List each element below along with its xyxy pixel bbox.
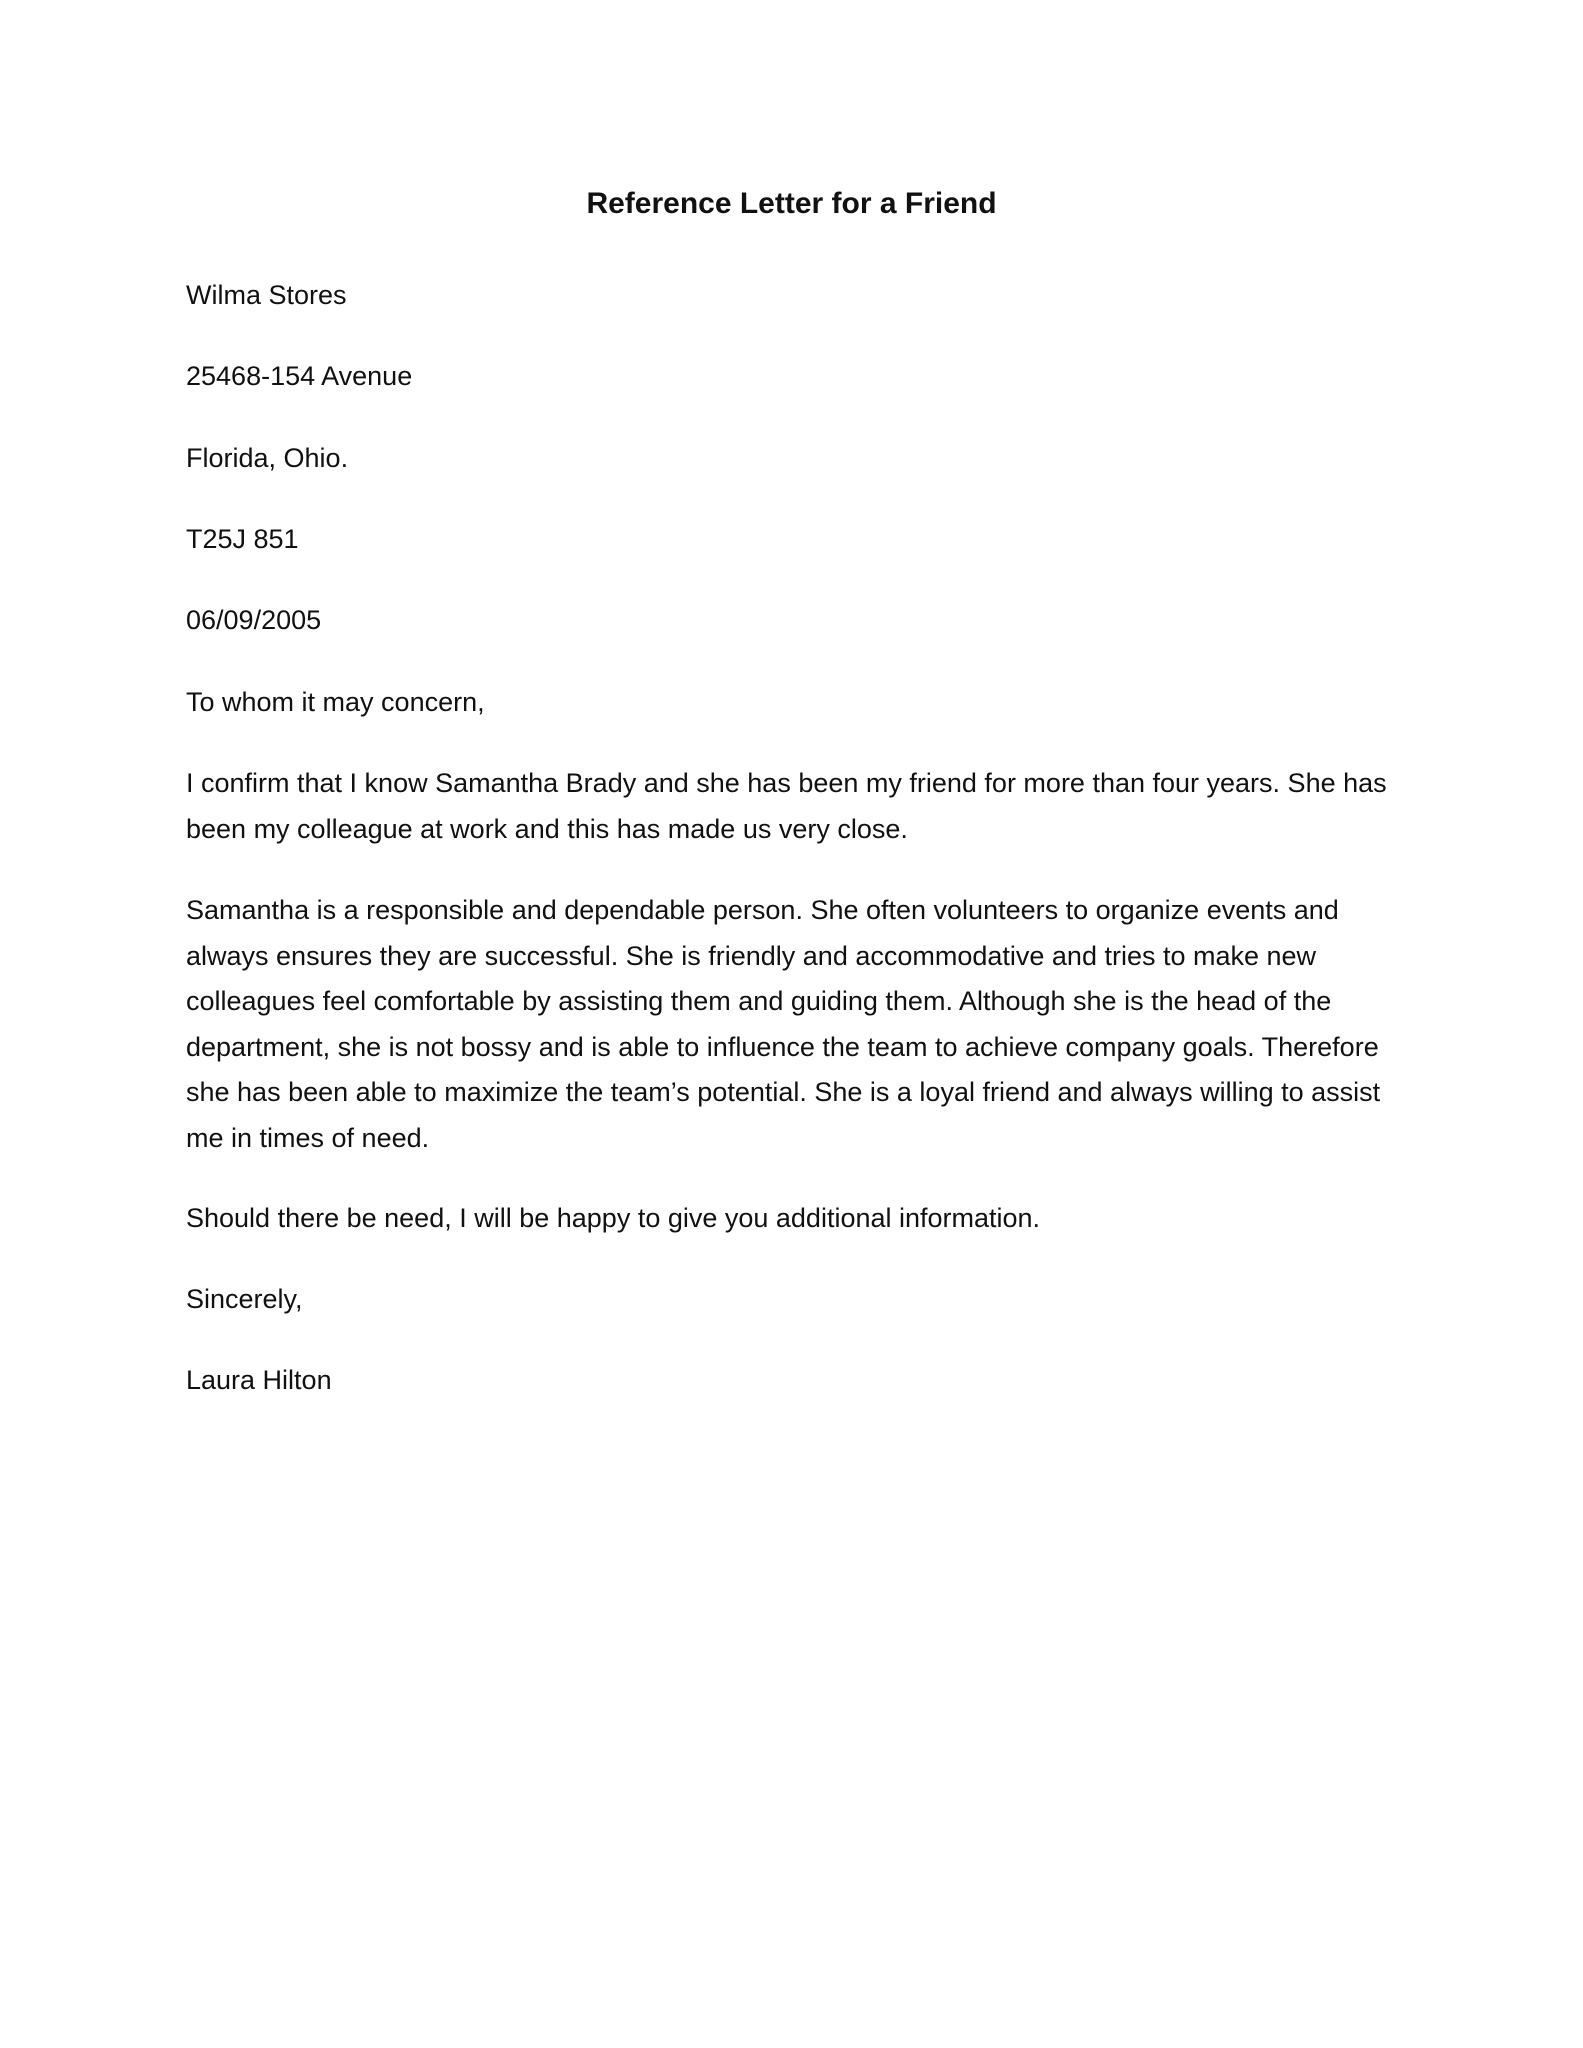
signature-name: Laura Hilton <box>186 1365 332 1395</box>
salutation: To whom it may concern, <box>186 687 485 717</box>
paragraph-line: I confirm that I know Samantha Brady and she has been my friend for more than four years. She has <box>186 768 1387 798</box>
paragraph-character <box>186 888 1416 1161</box>
postal-code: T25J 851 <box>186 524 299 554</box>
paragraph-line: she has been able to maximize the team’s potential. She is a loyal friend and always willing to assist <box>186 1077 1381 1107</box>
paragraph-line: department, she is not bossy and is able to influence the team to achieve company goals. Therefore <box>186 1031 1379 1062</box>
paragraph-line: me in times of need. <box>186 1122 430 1153</box>
paragraph-line: been my colleague at work and this has made us very close. <box>186 813 908 844</box>
paragraph-line: colleagues feel comfortable by assisting them and guiding them. Although she is the head of the <box>186 986 1332 1016</box>
letter-title: Reference Letter for a Friend <box>586 187 997 220</box>
paragraph-line: always ensures they are successful. She is friendly and accommodative and tries to make new <box>186 940 1317 971</box>
address-street: 25468-154 Avenue <box>186 361 413 391</box>
paragraph-friendship <box>186 761 1416 852</box>
closing-remark: Should there be need, I will be happy to give you additional information. <box>186 1203 1041 1233</box>
sender-name: Wilma Stores <box>186 280 347 310</box>
paragraph-line: Samantha is a responsible and dependable person. She often volunteers to organize events and <box>186 895 1339 925</box>
closing: Sincerely, <box>186 1284 303 1314</box>
letter-date: 06/09/2005 <box>186 605 322 635</box>
address-city: Florida, Ohio. <box>186 443 349 473</box>
